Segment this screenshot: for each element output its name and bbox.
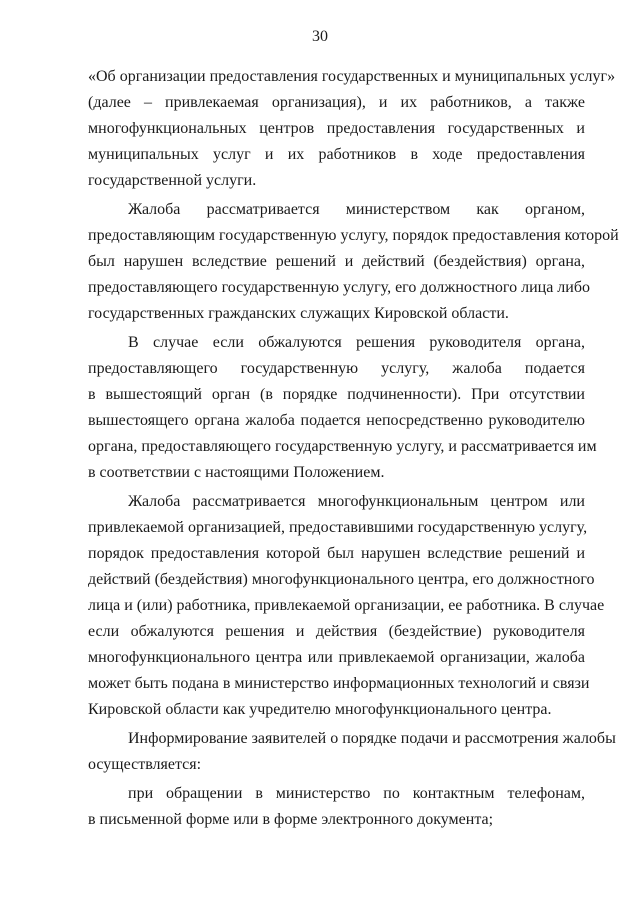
text-line: вышестоящего органа жалоба подается непосредственно руководителю [88, 412, 585, 429]
text-line: «Об организации предоставления государственных и муниципальных услуг» [88, 68, 616, 85]
text-line: Информирование заявителей о порядке подачи и рассмотрения жалобы [128, 730, 616, 747]
paragraph [88, 197, 619, 327]
text-line: государственной услуги. [88, 172, 257, 189]
text-line: в вышестоящий орган (в порядке подчиненности). При отсутствии [88, 386, 585, 403]
text-line: если обжалуются решения и действия (бездействие) руководителя [88, 623, 585, 640]
text-line: действий (бездействия) многофункционального центра, его должностного [88, 571, 595, 588]
text-line: лица и (или) работника, привлекаемой организации, ее работника. В случае [88, 597, 605, 614]
text-line: Кировской области как учредителю многофункционального центра. [88, 701, 552, 718]
text-line: (далее – привлекаемая организация), и их работников, а также [88, 94, 585, 111]
text-line: в письменной форме или в форме электронного документа; [88, 811, 494, 828]
paragraph [88, 726, 616, 778]
text-line: многофункционального центра или привлекаемой организации, жалоба [88, 649, 585, 666]
paragraph [88, 489, 605, 723]
page-number: 30 [312, 28, 328, 45]
text-line: муниципальных услуг и их работников в ходе предоставления [88, 146, 585, 163]
document-body [88, 64, 619, 833]
text-line: органа, предоставляющего государственную услугу, и рассматривается им [88, 438, 597, 455]
paragraph [88, 330, 597, 486]
text-line: государственных гражданских служащих Кировской области. [88, 305, 509, 322]
text-line: предоставляющего государственную услугу, его должностного лица либо [88, 279, 590, 296]
text-line: Жалоба рассматривается многофункциональным центром или [128, 493, 585, 510]
paragraph [88, 64, 616, 194]
text-line: В случае если обжалуются решения руководителя органа, [128, 334, 585, 351]
text-line: при обращении в министерство по контактным телефонам, [128, 785, 585, 802]
text-line: может быть подана в министерство информационных технологий и связи [88, 675, 590, 692]
text-line: был нарушен вследствие решений и действий (бездействия) органа, [88, 253, 585, 270]
text-line: предоставляющим государственную услугу, порядок предоставления которой [88, 227, 619, 244]
text-line: привлекаемой организацией, предоставившими государственную услугу, [88, 519, 588, 536]
text-line: порядок предоставления которой был нарушен вследствие решений и [88, 545, 585, 562]
text-line: Жалоба рассматривается министерством как органом, [128, 201, 585, 218]
text-line: в соответствии с настоящими Положением. [88, 464, 385, 481]
text-line: многофункциональных центров предоставления государственных и [88, 120, 585, 137]
text-line: осуществляется: [88, 756, 202, 773]
text-line: предоставляющего государственную услугу, жалоба подается [88, 360, 585, 377]
paragraph [88, 781, 585, 833]
